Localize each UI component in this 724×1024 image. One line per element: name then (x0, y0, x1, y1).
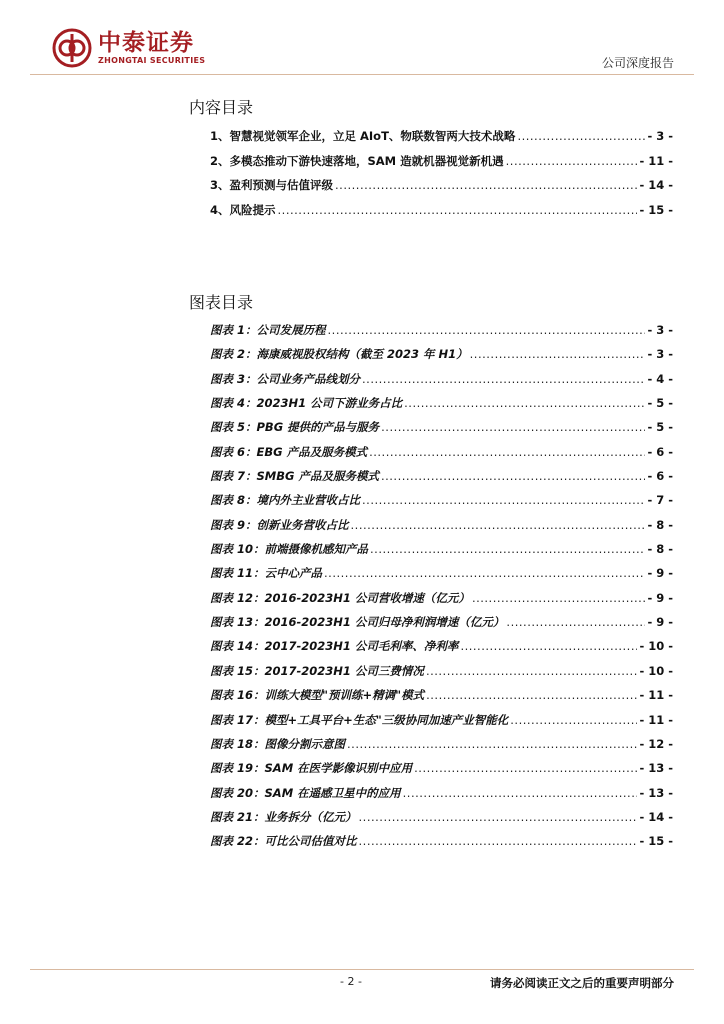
figure-entry-page: - 5 - (647, 396, 673, 411)
toc-entry-page: - 14 - (639, 178, 673, 192)
figure-entry-page: - 8 - (647, 517, 673, 532)
dot-leader (426, 664, 638, 678)
figure-entry-label: 图表 12：2016-2023H1 公司营收增速（亿元） (210, 590, 470, 605)
figure-entry[interactable] (210, 687, 673, 711)
brand-name-cn: 中泰证券 (98, 30, 194, 56)
figure-entry[interactable] (210, 492, 673, 516)
toc-entry-page: - 3 - (647, 129, 673, 143)
figure-entry-label: 图表 2：海康威视股权结构（截至 2023 年 H1） (210, 347, 468, 362)
toc-entry-label: 3、盈利预测与估值评级 (210, 178, 334, 192)
dot-leader (347, 737, 637, 751)
dot-leader (460, 639, 637, 653)
report-type: 公司深度报告 (601, 56, 674, 70)
figure-entry-label: 图表 8：境内外主业营收占比 (210, 493, 361, 508)
figure-entry-label: 图表 6：EBG 产品及服务模式 (210, 444, 368, 459)
toc-entry-page: - 11 - (639, 153, 673, 168)
figure-entry-page: - 12 - (639, 736, 673, 751)
toc-entry[interactable] (210, 153, 673, 178)
figure-entry-label: 图表 13：2016-2023H1 公司归母净利润增速（亿元） (210, 615, 505, 630)
figure-entry-label: 图表 18：图像分割示意图 (210, 736, 346, 751)
dot-leader (278, 203, 638, 217)
figure-entry-page: - 11 - (639, 688, 673, 703)
figure-entry-page: - 9 - (647, 590, 673, 605)
figure-entry-page: - 9 - (647, 615, 673, 630)
dot-leader (426, 688, 637, 702)
figure-entry-page: - 3 - (647, 347, 673, 362)
figure-entry-label: 图表 14：2017-2023H1 公司毛利率、净利率 (210, 639, 459, 654)
figure-entry[interactable] (210, 395, 673, 419)
dot-leader (328, 323, 646, 337)
dot-leader (335, 178, 637, 192)
dot-leader (381, 469, 645, 483)
footer-divider (30, 969, 694, 970)
dot-leader (324, 566, 645, 580)
figure-entry[interactable] (210, 833, 673, 857)
page-number: - 2 - (340, 975, 362, 988)
dot-leader (362, 372, 645, 386)
figure-entry-label: 图表 5：PBG 提供的产品与服务 (210, 420, 380, 435)
brand-name-en: ZHONGTAI SECURITIES (98, 56, 206, 65)
figure-entry[interactable] (210, 444, 673, 468)
figure-entry-label: 图表 17：模型+工具平台+生态"三级协同加速产业智能化 (210, 712, 509, 727)
dot-leader (351, 518, 646, 532)
figure-entry-label: 图表 9：创新业务营收占比 (210, 517, 349, 532)
figure-entry-page: - 3 - (647, 323, 673, 337)
figure-entry[interactable] (210, 590, 673, 614)
dot-leader (381, 420, 645, 434)
zhongtai-logo-icon (52, 28, 92, 68)
toc-entry[interactable] (210, 177, 673, 202)
figure-entry-page: - 10 - (639, 663, 673, 678)
figure-entry-page: - 9 - (647, 566, 673, 581)
figure-entry-page: - 6 - (647, 444, 673, 459)
figure-entry[interactable] (210, 468, 673, 492)
dot-leader (506, 615, 645, 629)
figure-entry[interactable] (210, 785, 673, 809)
toc-entry-label: 2、多模态推动下游快速落地，SAM 造就机器视觉新机遇 (210, 153, 504, 168)
figure-entry[interactable] (210, 517, 673, 541)
figure-entry-label: 图表 15：2017-2023H1 公司三费情况 (210, 663, 424, 678)
figure-entry-label: 图表 1：公司发展历程 (210, 323, 326, 337)
contents-list (210, 128, 673, 226)
dot-leader (510, 713, 637, 727)
figures-title: 图表目录 (189, 293, 254, 312)
figure-entry-page: - 8 - (647, 542, 673, 557)
figure-entry-label: 图表 22：可比公司估值对比 (210, 834, 357, 849)
dot-leader (404, 396, 645, 410)
company-logo (52, 28, 205, 68)
figure-entry[interactable] (210, 614, 673, 638)
figures-list (210, 322, 673, 858)
toc-entry[interactable] (210, 128, 673, 153)
figure-entry[interactable] (210, 712, 673, 736)
dot-leader (370, 542, 645, 556)
figure-entry[interactable] (210, 371, 673, 395)
figure-entry-label: 图表 10：前端摄像机感知产品 (210, 542, 369, 557)
figure-entry-label: 图表 20：SAM 在遥感卫星中的应用 (210, 785, 401, 800)
dot-leader (359, 810, 638, 824)
figure-entry-label: 图表 3：公司业务产品线划分 (210, 371, 361, 386)
figure-entry[interactable] (210, 541, 673, 565)
disclaimer-note: 请务必阅读正文之后的重要声明部分 (490, 976, 674, 990)
figure-entry[interactable] (210, 760, 673, 784)
dot-leader (506, 154, 638, 168)
dot-leader (403, 786, 638, 800)
dot-leader (359, 834, 638, 848)
figure-entry-label: 图表 7：SMBG 产品及服务模式 (210, 469, 379, 484)
figure-entry[interactable] (210, 419, 673, 443)
figure-entry-page: - 15 - (639, 834, 673, 849)
dot-leader (362, 493, 645, 507)
figure-entry[interactable] (210, 322, 673, 346)
figure-entry-page: - 10 - (639, 639, 673, 654)
figure-entry-page: - 4 - (647, 371, 673, 386)
figure-entry-label: 图表 21：业务拆分（亿元） (210, 809, 357, 824)
header-divider (30, 74, 694, 75)
toc-entry-label: 1、智慧视觉领军企业，立足 AIoT、物联数智两大技术战略 (210, 129, 516, 143)
figure-entry-page: - 14 - (639, 809, 673, 824)
figure-entry[interactable] (210, 736, 673, 760)
figure-entry[interactable] (210, 638, 673, 662)
dot-leader (369, 445, 645, 459)
figure-entry-page: - 5 - (647, 420, 673, 435)
figure-entry[interactable] (210, 346, 673, 370)
figure-entry-label: 图表 19：SAM 在医学影像识别中应用 (210, 761, 413, 776)
toc-entry[interactable] (210, 202, 673, 227)
toc-entry-label: 4、风险提示 (210, 202, 276, 217)
figure-entry-page: - 13 - (639, 761, 673, 776)
toc-entry-page: - 15 - (639, 202, 673, 217)
contents-title: 内容目录 (189, 98, 254, 117)
dot-leader (517, 129, 645, 143)
dot-leader (472, 591, 646, 605)
figure-entry[interactable] (210, 565, 673, 589)
figure-entry-label: 图表 16：训练大模型"预训练+精调"模式 (210, 688, 425, 703)
figure-entry-page: - 11 - (639, 712, 673, 727)
figure-entry[interactable] (210, 663, 673, 687)
figure-entry-page: - 13 - (639, 785, 673, 800)
figure-entry-label: 图表 11：云中心产品 (210, 566, 323, 581)
dot-leader (414, 761, 637, 775)
figure-entry-page: - 6 - (647, 469, 673, 484)
figure-entry-page: - 7 - (647, 493, 673, 508)
figure-entry[interactable] (210, 809, 673, 833)
dot-leader (470, 347, 646, 361)
figure-entry-label: 图表 4：2023H1 公司下游业务占比 (210, 396, 403, 411)
